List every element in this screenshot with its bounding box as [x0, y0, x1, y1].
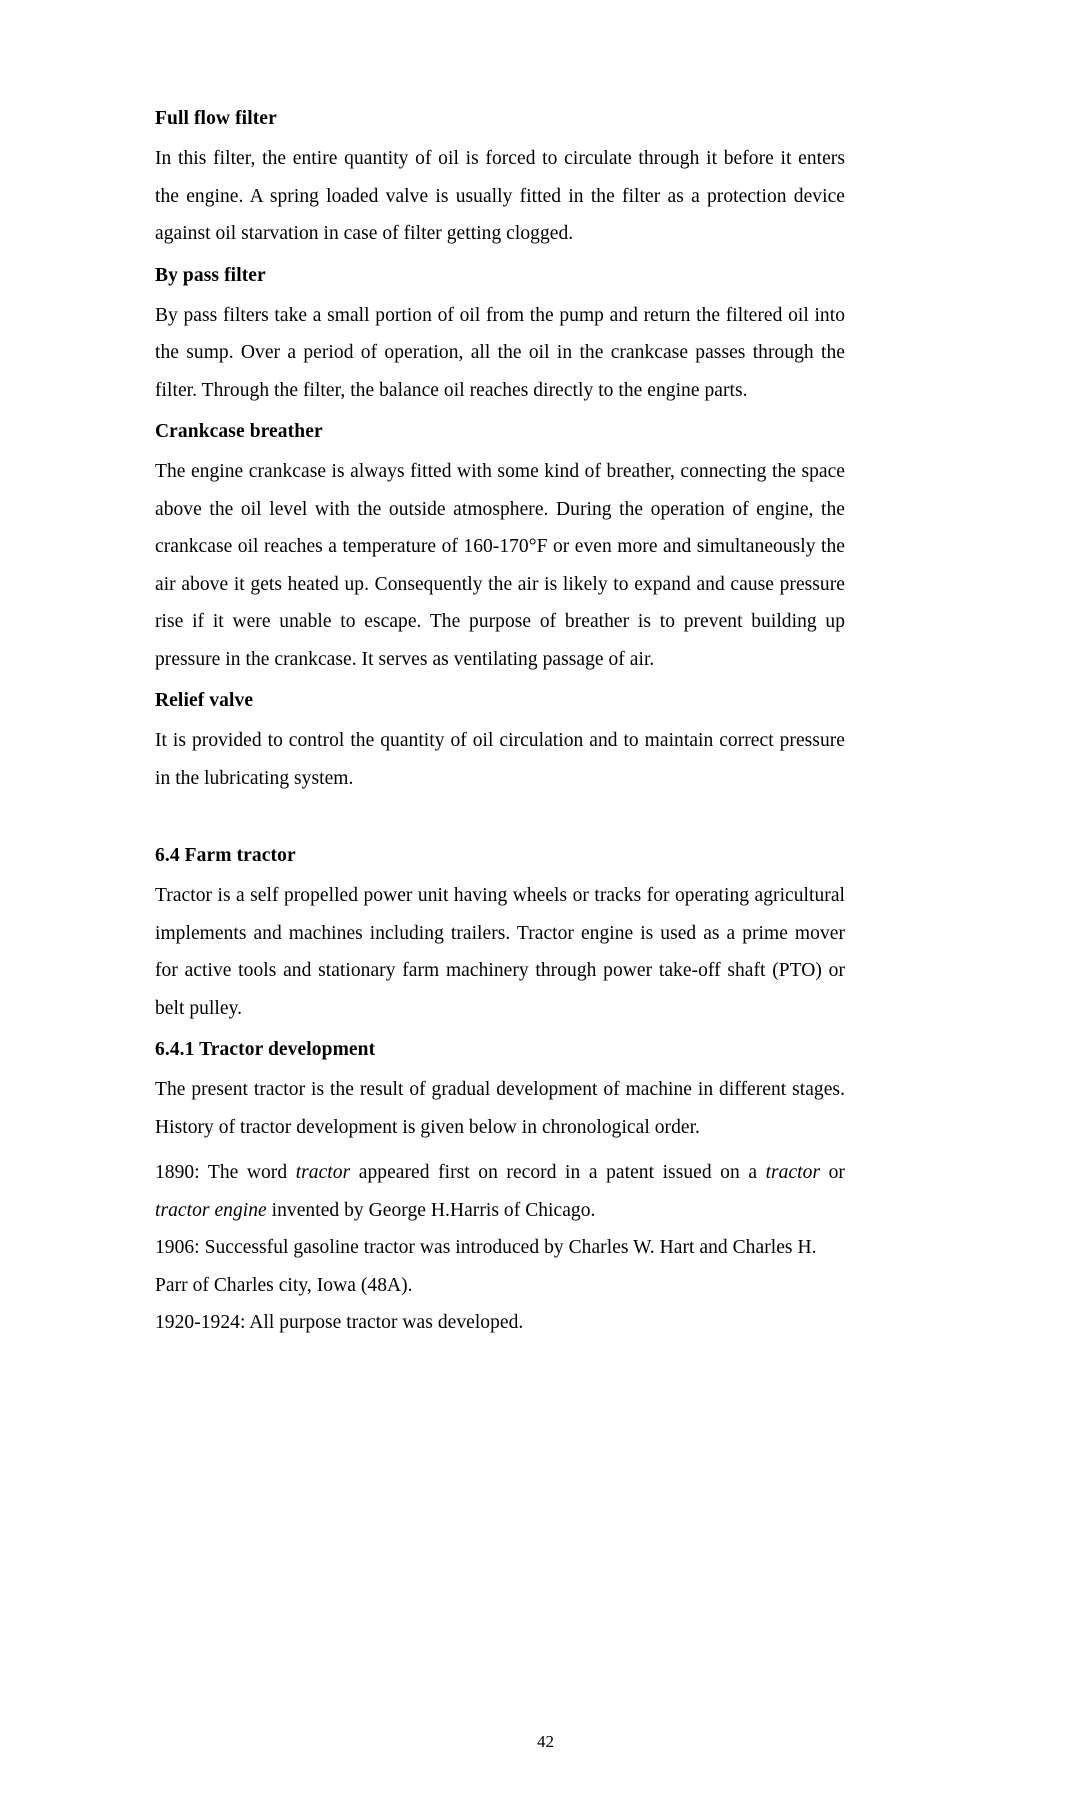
page-content: [155, 104, 845, 1341]
plain-run: 1890: The word: [155, 1162, 296, 1184]
emphasized-term: tractor: [765, 1162, 821, 1184]
page-number: 42: [537, 1732, 554, 1751]
plain-run: or: [820, 1162, 845, 1184]
heading-crankcase-breather: Crankcase breather: [155, 421, 323, 443]
timeline-entry-1890: [155, 1154, 845, 1229]
emphasized-term: tractor engine: [155, 1199, 267, 1221]
block-spacer: [155, 1027, 845, 1035]
paragraph-farm-tractor: Tractor is a self propelled power unit having wheels or tracks for operating agricultural implements and machines including trailers. Tractor engine is used as a prime mover for active tools and stationary farm machinery through power take-off shaft (PTO) or belt pulley.: [155, 885, 845, 1019]
section-spacer: [155, 797, 845, 841]
heading-full-flow-filter: Full flow filter: [155, 108, 277, 129]
heading-farm-tractor: 6.4 Farm tractor: [155, 845, 296, 867]
block-spacer: [155, 678, 845, 686]
plain-run: 1920-1924: All purpose tractor was developed.: [155, 1312, 524, 1333]
heading-tractor-development: 6.4.1 Tractor development: [155, 1039, 376, 1061]
paragraph-tractor-development: The present tractor is the result of gradual development of machine in different stages. History of tractor development is given below in chronological order.: [155, 1079, 845, 1138]
tractor-history-timeline: [155, 1154, 845, 1341]
heading-relief-valve: Relief valve: [155, 690, 254, 711]
block-spacer: [155, 409, 845, 417]
block-spacer: [155, 253, 845, 261]
plain-run: appeared first on record in a patent issued on a: [350, 1162, 766, 1184]
plain-run: 1906: Successful gasoline tractor was introduced by Charles W. Hart and Charles H. Parr of Charles city, Iowa (48A).: [155, 1237, 817, 1296]
paragraph-full-flow-filter: In this filter, the entire quantity of oil is forced to circulate through it before it enters the engine. A spring loaded valve is usually fitted in the filter as a protection device against oil starvation in case of filter getting clogged.: [155, 148, 845, 245]
timeline-entry-1906: [155, 1229, 845, 1304]
timeline-entry-1920-1924: [155, 1304, 845, 1341]
heading-by-pass-filter: By pass filter: [155, 264, 266, 286]
emphasized-term: tractor: [295, 1162, 351, 1184]
plain-run: invented by George H.Harris of Chicago.: [266, 1199, 596, 1221]
paragraph-crankcase-breather: The engine crankcase is always fitted with some kind of breather, connecting the space above the oil level with the outside atmosphere. During the operation of engine, the crankcase oil reaches a temperature of 160-170°F or even more and simultaneously the air above it gets heated up. Consequently the air is likely to expand and cause pressure rise if it were unable to escape. The purpose of breather is to prevent building up pressure in the crankcase. It serves as ventilating passage of air.: [155, 461, 845, 670]
block-spacer: [155, 1146, 845, 1154]
paragraph-relief-valve: It is provided to control the quantity of oil circulation and to maintain correct pressure in the lubricating system.: [155, 730, 845, 789]
paragraph-by-pass-filter: By pass filters take a small portion of oil from the pump and return the filtered oil into the sump. Over a period of operation, all the oil in the crankcase passes through the filter. Through the filter, the balance oil reaches directly to the engine parts.: [155, 304, 845, 401]
